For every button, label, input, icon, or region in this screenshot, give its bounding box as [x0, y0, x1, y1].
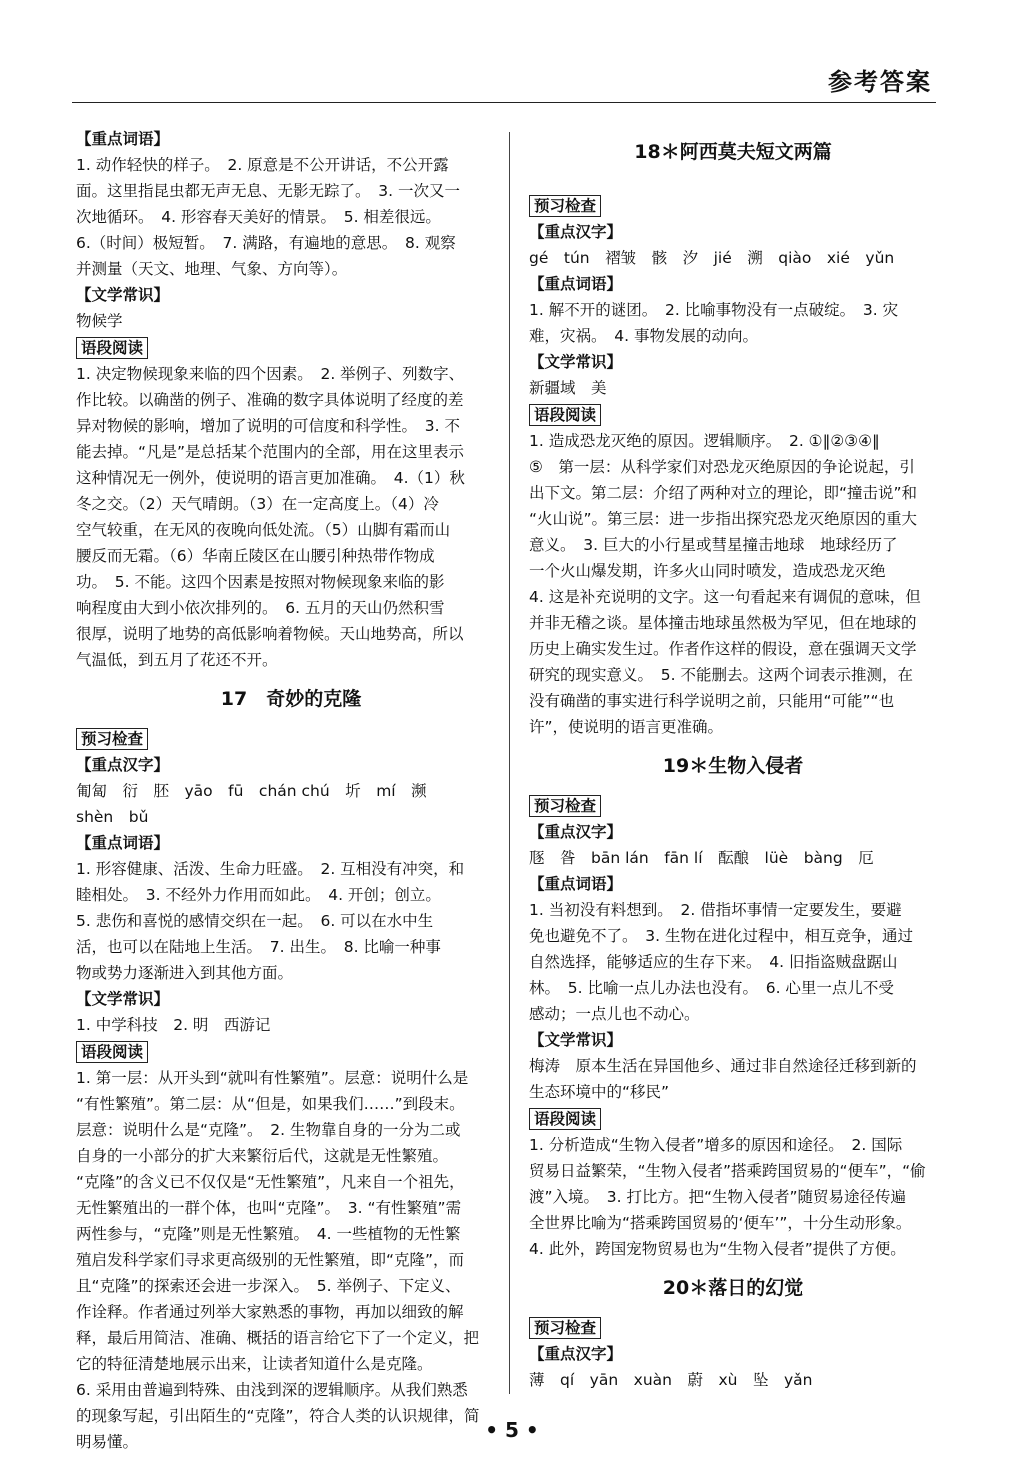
s18-box-reading: 语段阅读	[529, 404, 601, 426]
s17-reading-line: 1. 第一层：从开头到“就叫有性繁殖”。层意：说明什么是	[76, 1069, 469, 1087]
s16-reading-line: 1. 决定物候现象来临的四个因素。 2. 举例子、列数字、	[76, 365, 465, 383]
s17-reading-line: 6. 采用由普遍到特殊、由浅到深的逻辑顺序。从我们熟悉	[76, 1381, 468, 1399]
s17-key-words-line: 1. 形容健康、活泼、生命力旺盛。 2. 互相没有冲突，和	[76, 860, 465, 878]
s17-key-words-line: 物或势力逐渐进入到其他方面。	[76, 964, 294, 982]
s19-reading-line: 全世界比喻为“搭乘跨国贸易的‘便车’”，十分生动形象。	[529, 1214, 912, 1232]
s18-reading-line: 并非无稽之谈。星体撞击地球虽然极为罕见，但在地球的	[529, 614, 917, 632]
s19-label-key-chars: 【重点汉字】	[529, 823, 623, 841]
s17-title: 17 奇妙的克隆	[220, 688, 362, 710]
s16-reading-line: 腰反而无霜。（6）华南丘陵区在山腰引种热带作物成	[76, 547, 435, 565]
s17-literature-line: 1. 中学科技 2. 明 西游记	[76, 1016, 271, 1034]
s17-key-chars-line: shèn bǔ	[76, 808, 149, 826]
s17-key-chars-line: 匍匐 衍 胚 yāo fū chán chú 圻 mí 濒	[76, 782, 427, 800]
s16-reading-line: 异对物候的影响，增加了说明的可信度和科学性。 3. 不	[76, 417, 460, 435]
s19-key-words-line: 感动；一点儿也不动心。	[529, 1005, 700, 1023]
right-column	[529, 126, 937, 1393]
s16-key-words-line: 1. 动作轻快的样子。 2. 原意是不公开讲话，不公开露	[76, 156, 449, 174]
s18-reading-line: 出下文。第二层：介绍了两种对立的理论，即“撞击说”和	[529, 484, 918, 502]
s16-key-words-line: 并测量（天文、地理、气象、方向等）。	[76, 260, 348, 278]
s19-box-reading: 语段阅读	[529, 1108, 601, 1130]
s18-label-key-words: 【重点词语】	[529, 275, 623, 293]
s17-key-words-line: 活，也可以在陆地上生活。 7. 出生。 8. 比喻一种事	[76, 938, 441, 956]
s17-reading-line: 层意：说明什么是“克隆”。 2. 生物靠自身的一分为二或	[76, 1121, 461, 1139]
s16-reading-line: 很厚，说明了地势的高低影响着物候。天山地势高，所以	[76, 625, 464, 643]
page-number: • 5 •	[485, 1418, 539, 1442]
s19-key-chars-line: 豗 昝 bān lán fān lí 酝酿 lüè bàng 厄	[529, 849, 874, 867]
s17-reading-line: “有性繁殖”。第二层：从“但是，如果我们……”到段末。	[76, 1095, 465, 1113]
s17-reading-line: 释，最后用简洁、准确、概括的语言给它下了一个定义，把	[76, 1329, 480, 1347]
s17-reading-line: 明易懂。	[76, 1433, 139, 1451]
s19-literature-line: 生态环境中的“移民”	[529, 1083, 670, 1101]
s19-key-words-line: 自然选择，能够适应的生存下来。 4. 旧指盗贼盘踞山	[529, 953, 898, 971]
s19-title: 19＊生物入侵者	[662, 755, 804, 777]
s16-label-literature: 【文学常识】	[76, 286, 170, 304]
s16-literature-line: 物候学	[76, 312, 123, 330]
header-rule	[72, 102, 936, 103]
s16-key-words-line: 6.（时间）极短暂。 7. 满路，有遍地的意思。 8. 观察	[76, 234, 456, 252]
s20-box-preview: 预习检查	[529, 1317, 601, 1339]
s18-reading-line: 研究的现实意义。 5. 不能删去。这两个词表示推测，在	[529, 666, 913, 684]
s18-box-preview: 预习检查	[529, 195, 601, 217]
s17-box-reading: 语段阅读	[76, 1041, 148, 1063]
s16-reading-line: 气温低，到五月了花还不开。	[76, 651, 278, 669]
s16-key-words-line: 次地循环。 4. 形容春天美好的情景。 5. 相差很远。	[76, 208, 441, 226]
s16-reading-line: 功。 5. 不能。这四个因素是按照对物候现象来临的影	[76, 573, 445, 591]
s16-reading-line: 能去掉。“凡是”是总括某个范围内的全部，用在这里表示	[76, 443, 465, 461]
s18-key-words-line: 1. 解不开的谜团。 2. 比喻事物没有一点破绽。 3. 灾	[529, 301, 899, 319]
left-column	[76, 126, 506, 1455]
s18-reading-line: 1. 造成恐龙灭绝的原因。逻辑顺序。 2. ①‖②③④‖	[529, 432, 880, 450]
s18-reading-line: 许”，使说明的语言更准确。	[529, 718, 724, 736]
s16-reading-line: 作比较。以确凿的例子、准确的数字具体说明了经度的差	[76, 391, 464, 409]
s18-key-chars-line: gé tún 褶皱 骸 汐 jié 溯 qiào xié yǔn	[529, 249, 895, 267]
s17-reading-line: 作诠释。作者通过列举大家熟悉的事物，再加以细致的解	[76, 1303, 464, 1321]
s18-key-words-line: 难，灾祸。 4. 事物发展的动向。	[529, 327, 758, 345]
column-divider	[509, 132, 510, 1394]
s18-title: 18＊阿西莫夫短文两篇	[634, 141, 832, 163]
s18-reading-line: “火山说”。第三层：进一步指出探究恐龙灭绝原因的重大	[529, 510, 918, 528]
s19-box-preview: 预习检查	[529, 795, 601, 817]
s17-label-literature: 【文学常识】	[76, 990, 170, 1008]
s16-key-words-line: 面。这里指昆虫都无声无息、无影无踪了。 3. 一次又一	[76, 182, 460, 200]
header-title: 参考答案	[828, 68, 932, 96]
s20-title: 20＊落日的幻觉	[662, 1277, 804, 1299]
s19-reading-line: 贸易日益繁荣，“生物入侵者”搭乘跨国贸易的“便车”，“偷	[529, 1162, 926, 1180]
s17-label-key-chars: 【重点汉字】	[76, 756, 170, 774]
s18-reading-line: 没有确凿的事实进行科学说明之前，只能用“可能”“也	[529, 692, 895, 710]
s16-reading-line: 冬之交。（2）天气晴朗。（3）在一定高度上。（4）冷	[76, 495, 439, 513]
s16-reading-line: 这种情况无一例外，使说明的语言更加准确。 4.（1）秋	[76, 469, 465, 487]
s16-box-reading: 语段阅读	[76, 337, 148, 359]
s18-reading-line: 历史上确实发生过。作者作这样的假设，意在强调天文学	[529, 640, 917, 658]
s19-literature-line: 梅涛 原本生活在异国他乡、通过非自然途径迁移到新的	[529, 1057, 917, 1075]
s17-box-preview: 预习检查	[76, 728, 148, 750]
s19-key-words-line: 1. 当初没有料想到。 2. 借指坏事情一定要发生，要避	[529, 901, 902, 919]
s16-label-key-words: 【重点词语】	[76, 130, 170, 148]
s18-reading-line: 意义。 3. 巨大的小行星或彗星撞击地球 地球经历了	[529, 536, 898, 554]
s17-reading-line: 两性参与，“克隆”则是无性繁殖。 4. 一些植物的无性繁	[76, 1225, 461, 1243]
s16-reading-line: 空气较重，在无风的夜晚向低处流。（5）山脚有霜而山	[76, 521, 451, 539]
s19-key-words-line: 免也避免不了。 3. 生物在进化过程中，相互竞争，通过	[529, 927, 913, 945]
s19-reading-line: 1. 分析造成“生物入侵者”增多的原因和途径。 2. 国际	[529, 1136, 903, 1154]
s17-reading-line: 且“克隆”的探索还会进一步深入。 5. 举例子、下定义、	[76, 1277, 461, 1295]
s19-label-literature: 【文学常识】	[529, 1031, 623, 1049]
s18-label-literature: 【文学常识】	[529, 353, 623, 371]
s19-reading-line: 渡”入境。 3. 打比方。把“生物入侵者”随贸易途径传遍	[529, 1188, 907, 1206]
s17-reading-line: “克隆”的含义已不仅仅是“无性繁殖”，凡来自一个祖先，	[76, 1173, 465, 1191]
s19-reading-line: 4. 此外，跨国宠物贸易也为“生物入侵者”提供了方便。	[529, 1240, 906, 1258]
s18-reading-line: ⑤ 第一层：从科学家们对恐龙灭绝原因的争论说起，引	[529, 458, 915, 476]
s16-reading-line: 响程度由大到小依次排列的。 6. 五月的天山仍然积雪	[76, 599, 445, 617]
s18-reading-line: 4. 这是补充说明的文字。这一句看起来有调侃的意味，但	[529, 588, 921, 606]
s18-reading-line: 一个火山爆发期，许多火山同时喷发，造成恐龙灭绝	[529, 562, 886, 580]
s17-reading-line: 自身的一小部分的扩大来繁衍后代，这就是无性繁殖。	[76, 1147, 449, 1165]
s17-reading-line: 它的特征清楚地展示出来，让读者知道什么是克隆。	[76, 1355, 433, 1373]
s19-key-words-line: 林。 5. 比喻一点儿办法也没有。 6. 心里一点儿不受	[529, 979, 894, 997]
s20-key-chars-line: 薄 qí yān xuàn 蔚 xù 坠 yǎn	[529, 1371, 813, 1389]
s18-literature-line: 新疆域 美	[529, 379, 607, 397]
s17-reading-line: 殖启发科学家们寻求更高级别的无性繁殖，即“克隆”，而	[76, 1251, 465, 1269]
s19-label-key-words: 【重点词语】	[529, 875, 623, 893]
s17-reading-line: 的现象写起，引出陌生的“克隆”，符合人类的认识规律，简	[76, 1407, 480, 1425]
s17-key-words-line: 睦相处。 3. 不经外力作用而如此。 4. 开创；创立。	[76, 886, 441, 904]
s18-label-key-chars: 【重点汉字】	[529, 223, 623, 241]
s20-label-key-chars: 【重点汉字】	[529, 1345, 623, 1363]
s17-reading-line: 无性繁殖出的一群个体，也叫“克隆”。 3. “有性繁殖”需	[76, 1199, 462, 1217]
s17-label-key-words: 【重点词语】	[76, 834, 170, 852]
s17-key-words-line: 5. 悲伤和喜悦的感情交织在一起。 6. 可以在水中生	[76, 912, 434, 930]
